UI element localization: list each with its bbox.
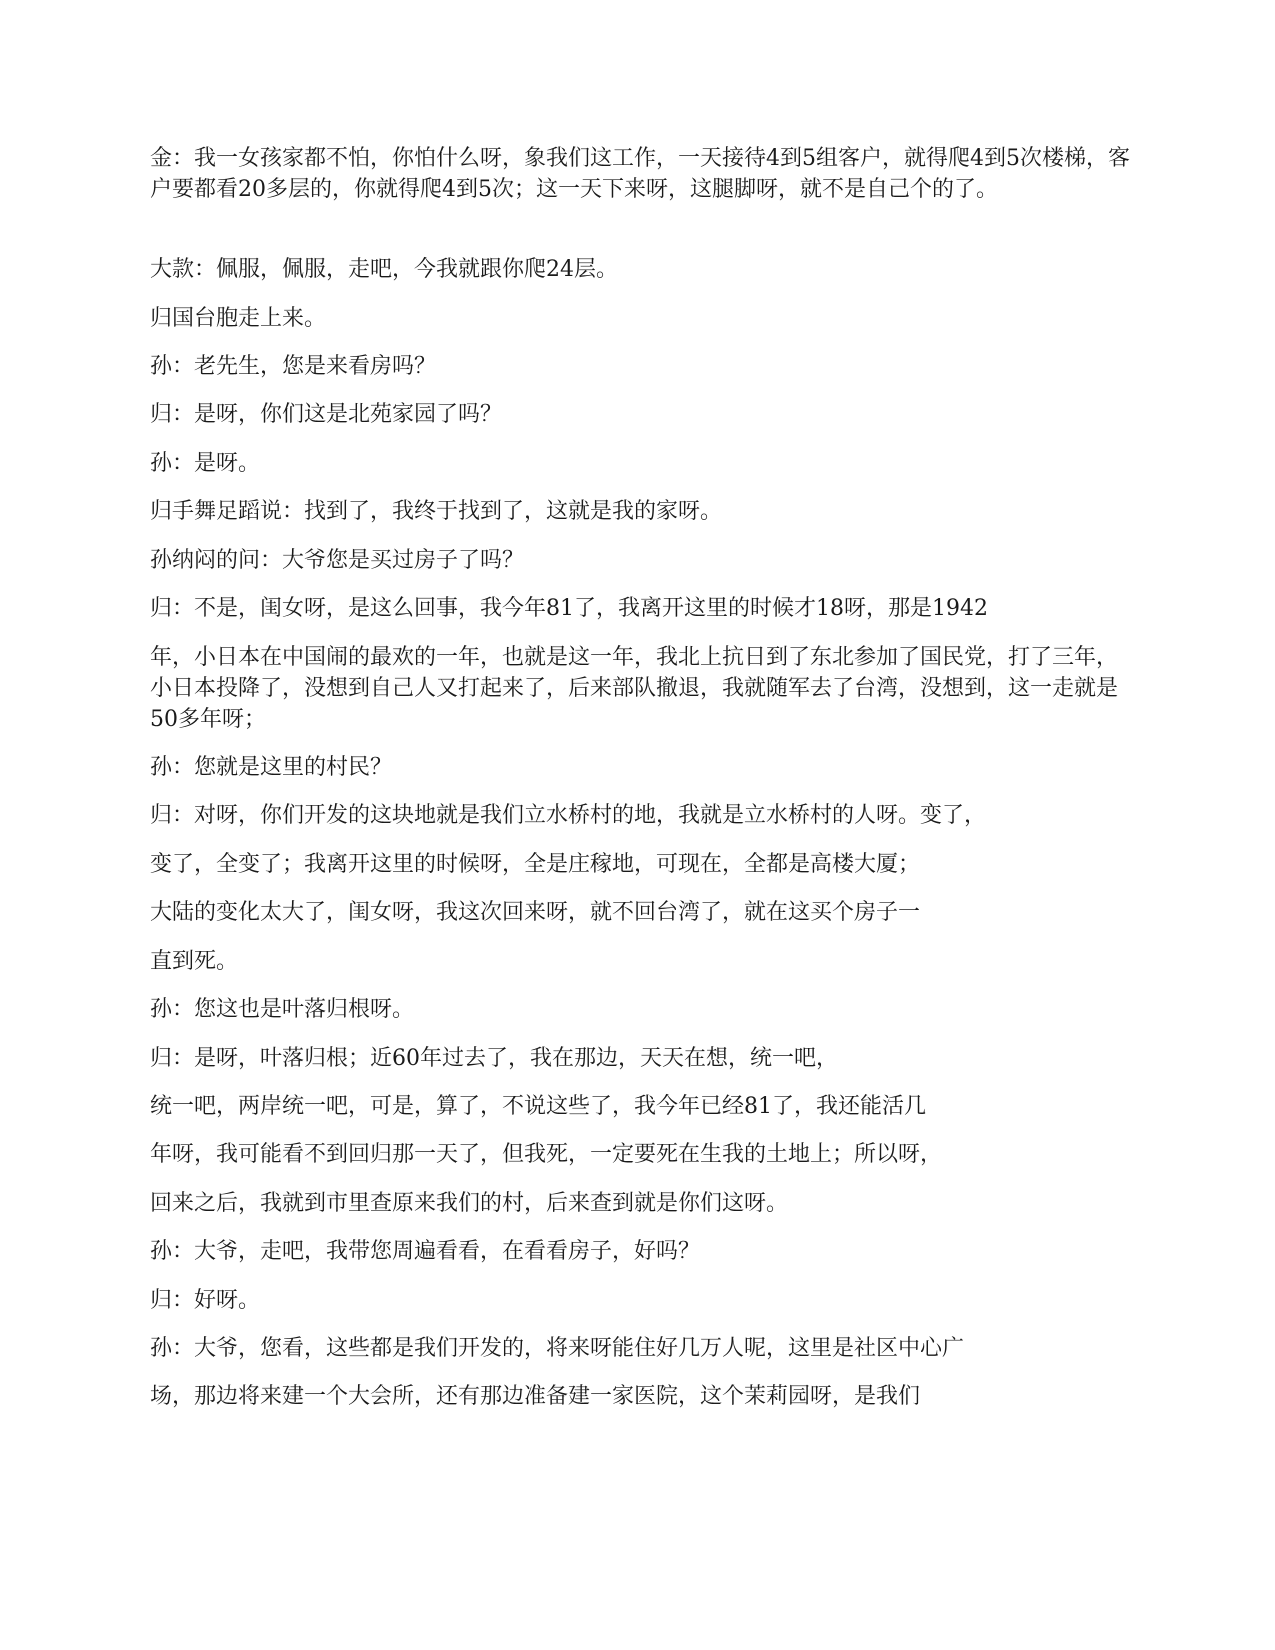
dialogue-paragraph: 孙：您就是这里的村民？ bbox=[150, 755, 393, 780]
dialogue-paragraph: 孙：老先生，您是来看房吗？ bbox=[150, 354, 437, 379]
dialogue-paragraph: 孙：大爷，走吧，我带您周遍看看，在看看房子，好吗？ bbox=[150, 1239, 701, 1264]
dialogue-paragraph: 孙：您这也是叶落归根呀。 bbox=[150, 997, 415, 1022]
dialogue-paragraph: 孙纳闷的问：大爷您是买过房子了吗？ bbox=[150, 548, 525, 573]
dialogue-paragraph: 统一吧，两岸统一吧，可是，算了，不说这些了，我今年已经81了，我还能活几 bbox=[150, 1094, 926, 1119]
dialogue-paragraph: 年呀，我可能看不到回归那一天了，但我死，一定要死在生我的土地上；所以呀， bbox=[150, 1142, 943, 1167]
dialogue-paragraph: 金：我一女孩家都不怕，你怕什么呀，象我们这工作，一天接待4到5组客户，就得爬4到5次楼梯，客户要都看20多层的，你就得爬4到5次；这一天下来呀，这腿脚呀，就不是自己个的了。 bbox=[150, 146, 1130, 202]
dialogue-paragraph: 场，那边将来建一个大会所，还有那边准备建一家医院，这个茉莉园呀，是我们 bbox=[150, 1384, 921, 1409]
dialogue-paragraph: 归国台胞走上来。 bbox=[150, 306, 327, 331]
dialogue-paragraph: 归：好呀。 bbox=[150, 1288, 261, 1313]
dialogue-paragraph: 归：是呀，你们这是北苑家园了吗？ bbox=[150, 402, 503, 427]
dialogue-paragraph: 回来之后，我就到市里查原来我们的村，后来查到就是你们这呀。 bbox=[150, 1191, 789, 1216]
dialogue-paragraph: 归：对呀，你们开发的这块地就是我们立水桥村的地，我就是立水桥村的人呀。变了， bbox=[150, 803, 987, 828]
dialogue-paragraph: 孙：是呀。 bbox=[150, 451, 261, 476]
dialogue-paragraph: 变了，全变了；我离开这里的时候呀，全是庄稼地，可现在，全都是高楼大厦； bbox=[150, 852, 921, 877]
dialogue-paragraph: 年，小日本在中国闹的最欢的一年，也就是这一年，我北上抗日到了东北参加了国民党，打了三年，小日本投降了，没想到自己人又打起来了，后来部队撤退，我就随军去了台湾，没想到，这一走就是50多年呀； bbox=[150, 645, 1119, 732]
dialogue-paragraph: 直到死。 bbox=[150, 949, 239, 974]
dialogue-paragraph: 孙：大爷，您看，这些都是我们开发的，将来呀能住好几万人呢，这里是社区中心广 bbox=[150, 1336, 965, 1361]
dialogue-paragraph: 大陆的变化太大了，闺女呀，我这次回来呀，就不回台湾了，就在这买个房子一 bbox=[150, 900, 921, 925]
dialogue-paragraph: 归手舞足蹈说：找到了，我终于找到了，这就是我的家呀。 bbox=[150, 499, 723, 524]
dialogue-paragraph: 归：是呀，叶落归根；近60年过去了，我在那边，天天在想，统一吧， bbox=[150, 1046, 838, 1071]
dialogue-paragraph: 大款：佩服，佩服，走吧，今我就跟你爬24层。 bbox=[150, 257, 618, 282]
dialogue-paragraph: 归：不是，闺女呀，是这么回事，我今年81了，我离开这里的时候才18呀，那是1942 bbox=[150, 596, 988, 621]
